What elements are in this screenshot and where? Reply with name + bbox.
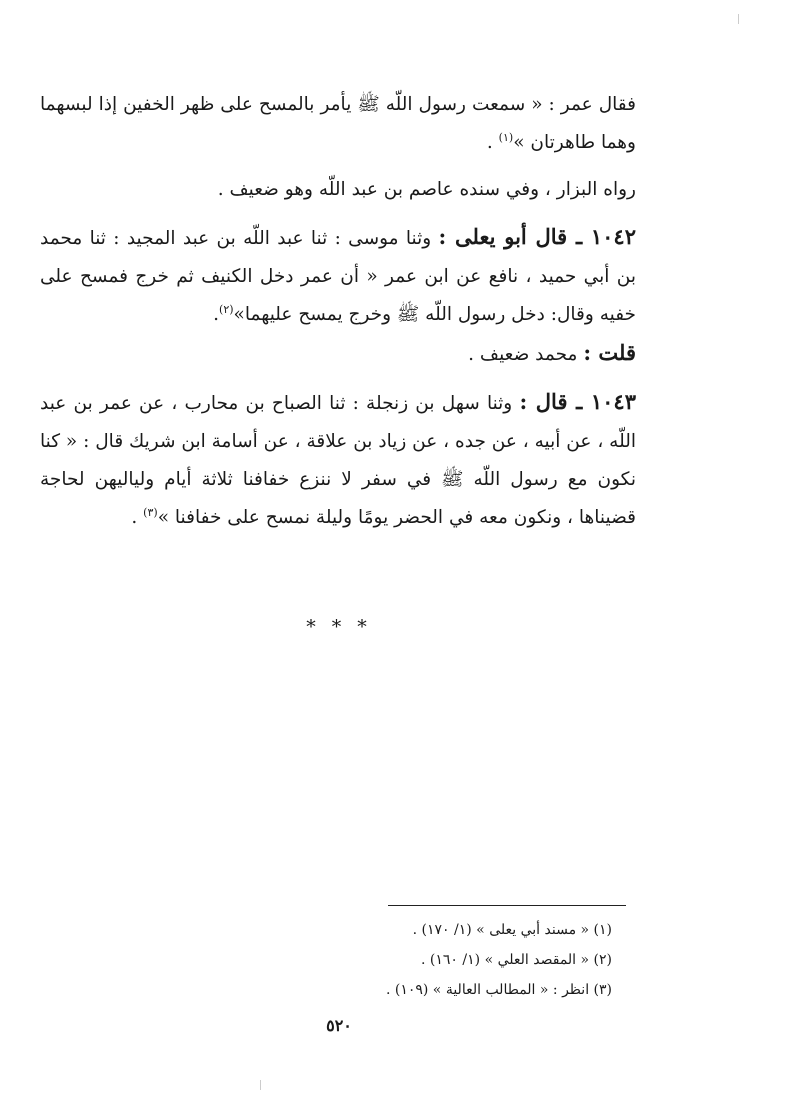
qultu-heading: قلت : xyxy=(583,340,636,365)
page-number: ٥٢٠ xyxy=(326,1016,352,1035)
paragraph-text: وثنا سهل بن زنجلة : ثنا الصباح بن محارب ، عن عمر بن عبد اللّه ، عن أبيه ، عن جده ، عن زياد بن علاقة ، عن أسامة ابن شريك قال : « كنا نكون مع رسول اللّه ﷺ في سفر لا ننزع خفافنا ثلاثة أيام ولياليهن لحاجة قضيناها ، ونكون معه في الحضر يومًا وليلة نمسح على خفافنا » xyxy=(40,393,636,528)
footnote-3: (٣) انظر : « المطالب العالية » (١٠٩) . xyxy=(385,982,612,998)
section-separator: * * * xyxy=(306,616,372,638)
paragraph-end: . xyxy=(486,132,499,153)
scan-mark xyxy=(738,14,739,24)
scan-mark xyxy=(260,1080,261,1090)
footnotes xyxy=(300,915,612,1005)
paragraph-qultu xyxy=(40,334,636,374)
footnote-ref-2: (٢) xyxy=(219,302,234,316)
paragraph-text: فقال عمر : « سمعت رسول اللّه ﷺ يأمر بالمسح على ظهر الخفين إذا لبسهما وهما طاهرتان » xyxy=(40,94,636,153)
footnote-2: (٢) « المقصد العلي » (١/ ١٦٠) . xyxy=(421,952,612,968)
footnote-divider xyxy=(388,905,626,906)
paragraph-end: . xyxy=(131,507,144,528)
footnote-1: (١) « مسند أبي يعلى » (١/ ١٧٠) . xyxy=(412,922,612,938)
paragraph-text: وثنا موسى : ثنا عبد اللّه بن عبد المجيد : ثنا محمد بن أبي حميد ، نافع عن ابن عمر « أن عمر دخل الكنيف ثم خرج فمسح على خفيه وقال: دخل رسول اللّه ﷺ وخرج يمسح عليهما» xyxy=(40,228,636,325)
hadith-number-heading: ١٠٤٢ ـ قال أبو يعلى : xyxy=(438,224,636,249)
main-text xyxy=(40,86,636,537)
paragraph-bazzar-note: رواه البزار ، وفي سنده عاصم بن عبد اللّه وهو ضعيف . xyxy=(217,179,636,200)
footnote-ref-3: (٣) xyxy=(143,505,158,519)
hadith-number-heading: ١٠٤٣ ـ قال : xyxy=(519,389,636,414)
paragraph-hadith-1042 xyxy=(40,218,636,334)
paragraph-omar-statement xyxy=(40,86,636,162)
paragraph-hadith-1043 xyxy=(40,383,636,537)
paragraph-end: . xyxy=(213,304,220,325)
footnote-ref-1: (١) xyxy=(498,130,514,144)
paragraph-text: محمد ضعيف . xyxy=(468,344,584,365)
